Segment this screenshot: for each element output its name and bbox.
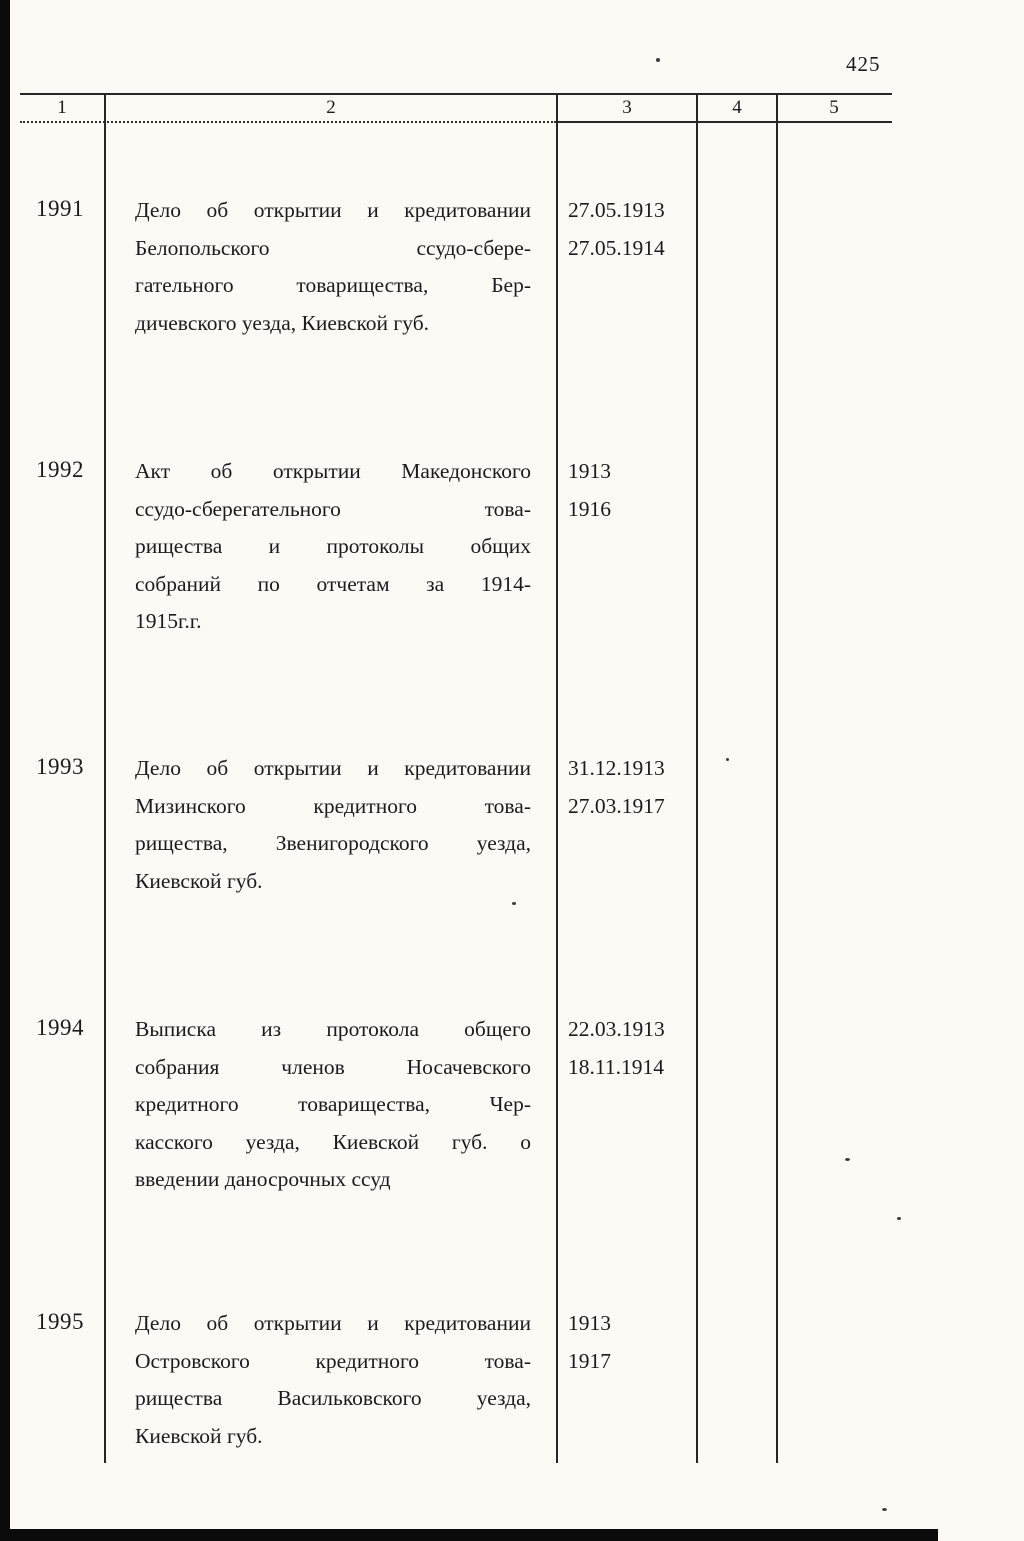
row-dates (568, 453, 694, 528)
description-line: гательного товарищества, Бер- (135, 273, 531, 297)
row-dates (568, 1011, 694, 1086)
row-description (135, 453, 531, 641)
description-line: собраний по отчетам за 1914- (135, 571, 531, 596)
row-description (135, 1305, 531, 1455)
date-value: 22.03.1913 (568, 1017, 665, 1041)
description-line: Дело об открытии и кредитовании (135, 1311, 531, 1335)
row-number: 1991 (36, 196, 84, 221)
date-value: 27.05.1913 (568, 198, 665, 222)
description-line: рищества и протоколы общих (135, 534, 531, 558)
description-line: кредитного товарищества, Чер- (135, 1092, 531, 1116)
date-value: 1913 (568, 1311, 611, 1335)
description-line: Островского кредитного това- (135, 1348, 531, 1373)
description-line: дичевского уезда, Киевской губ. (135, 310, 430, 335)
date-value: 31.12.1913 (568, 756, 665, 780)
description-line: Дело об открытии и кредитовании (135, 756, 531, 780)
date-value: 18.11.1914 (568, 1054, 664, 1079)
date-value: 1916 (568, 496, 611, 521)
date-value: 27.03.1917 (568, 793, 665, 818)
row-description (135, 750, 531, 900)
row-number: 1993 (36, 754, 84, 779)
description-line: Киевской губ. (135, 868, 263, 893)
row-dates (568, 1305, 694, 1380)
description-line: Киевской губ. (135, 1423, 263, 1448)
column-header-2: 2 (326, 97, 336, 118)
row-dates (568, 750, 694, 825)
description-line: Белопольского ссудо-сбере- (135, 235, 531, 260)
column-header-5: 5 (829, 97, 839, 118)
row-number: 1995 (36, 1309, 84, 1334)
column-header-4: 4 (732, 97, 742, 118)
row-description (135, 1011, 531, 1199)
description-line: Дело об открытии и кредитовании (135, 198, 531, 222)
description-line: собрания членов Носачевского (135, 1054, 531, 1079)
row-description (135, 192, 531, 342)
description-line: ссудо-сберегательного това- (135, 496, 531, 521)
description-line: рищества Васильковского уезда, (135, 1386, 531, 1410)
date-value: 1913 (568, 459, 611, 483)
description-line: Мизинского кредитного това- (135, 793, 531, 818)
column-header-1: 1 (57, 97, 67, 118)
row-number: 1994 (36, 1015, 84, 1040)
page-number: 425 (846, 52, 881, 76)
date-value: 27.05.1914 (568, 235, 665, 260)
description-line: 1915г.г. (135, 609, 202, 633)
description-line: Выписка из протокола общего (135, 1017, 531, 1041)
description-line: Акт об открытии Македонского (135, 459, 531, 483)
description-line: рищества, Звенигородского уезда, (135, 831, 531, 855)
row-dates (568, 192, 694, 267)
description-line: касского уезда, Киевской губ. о (135, 1129, 531, 1154)
row-number: 1992 (36, 457, 84, 482)
column-header-3: 3 (622, 97, 632, 118)
date-value: 1917 (568, 1348, 611, 1373)
description-line: введении даносрочных ссуд (135, 1167, 391, 1191)
